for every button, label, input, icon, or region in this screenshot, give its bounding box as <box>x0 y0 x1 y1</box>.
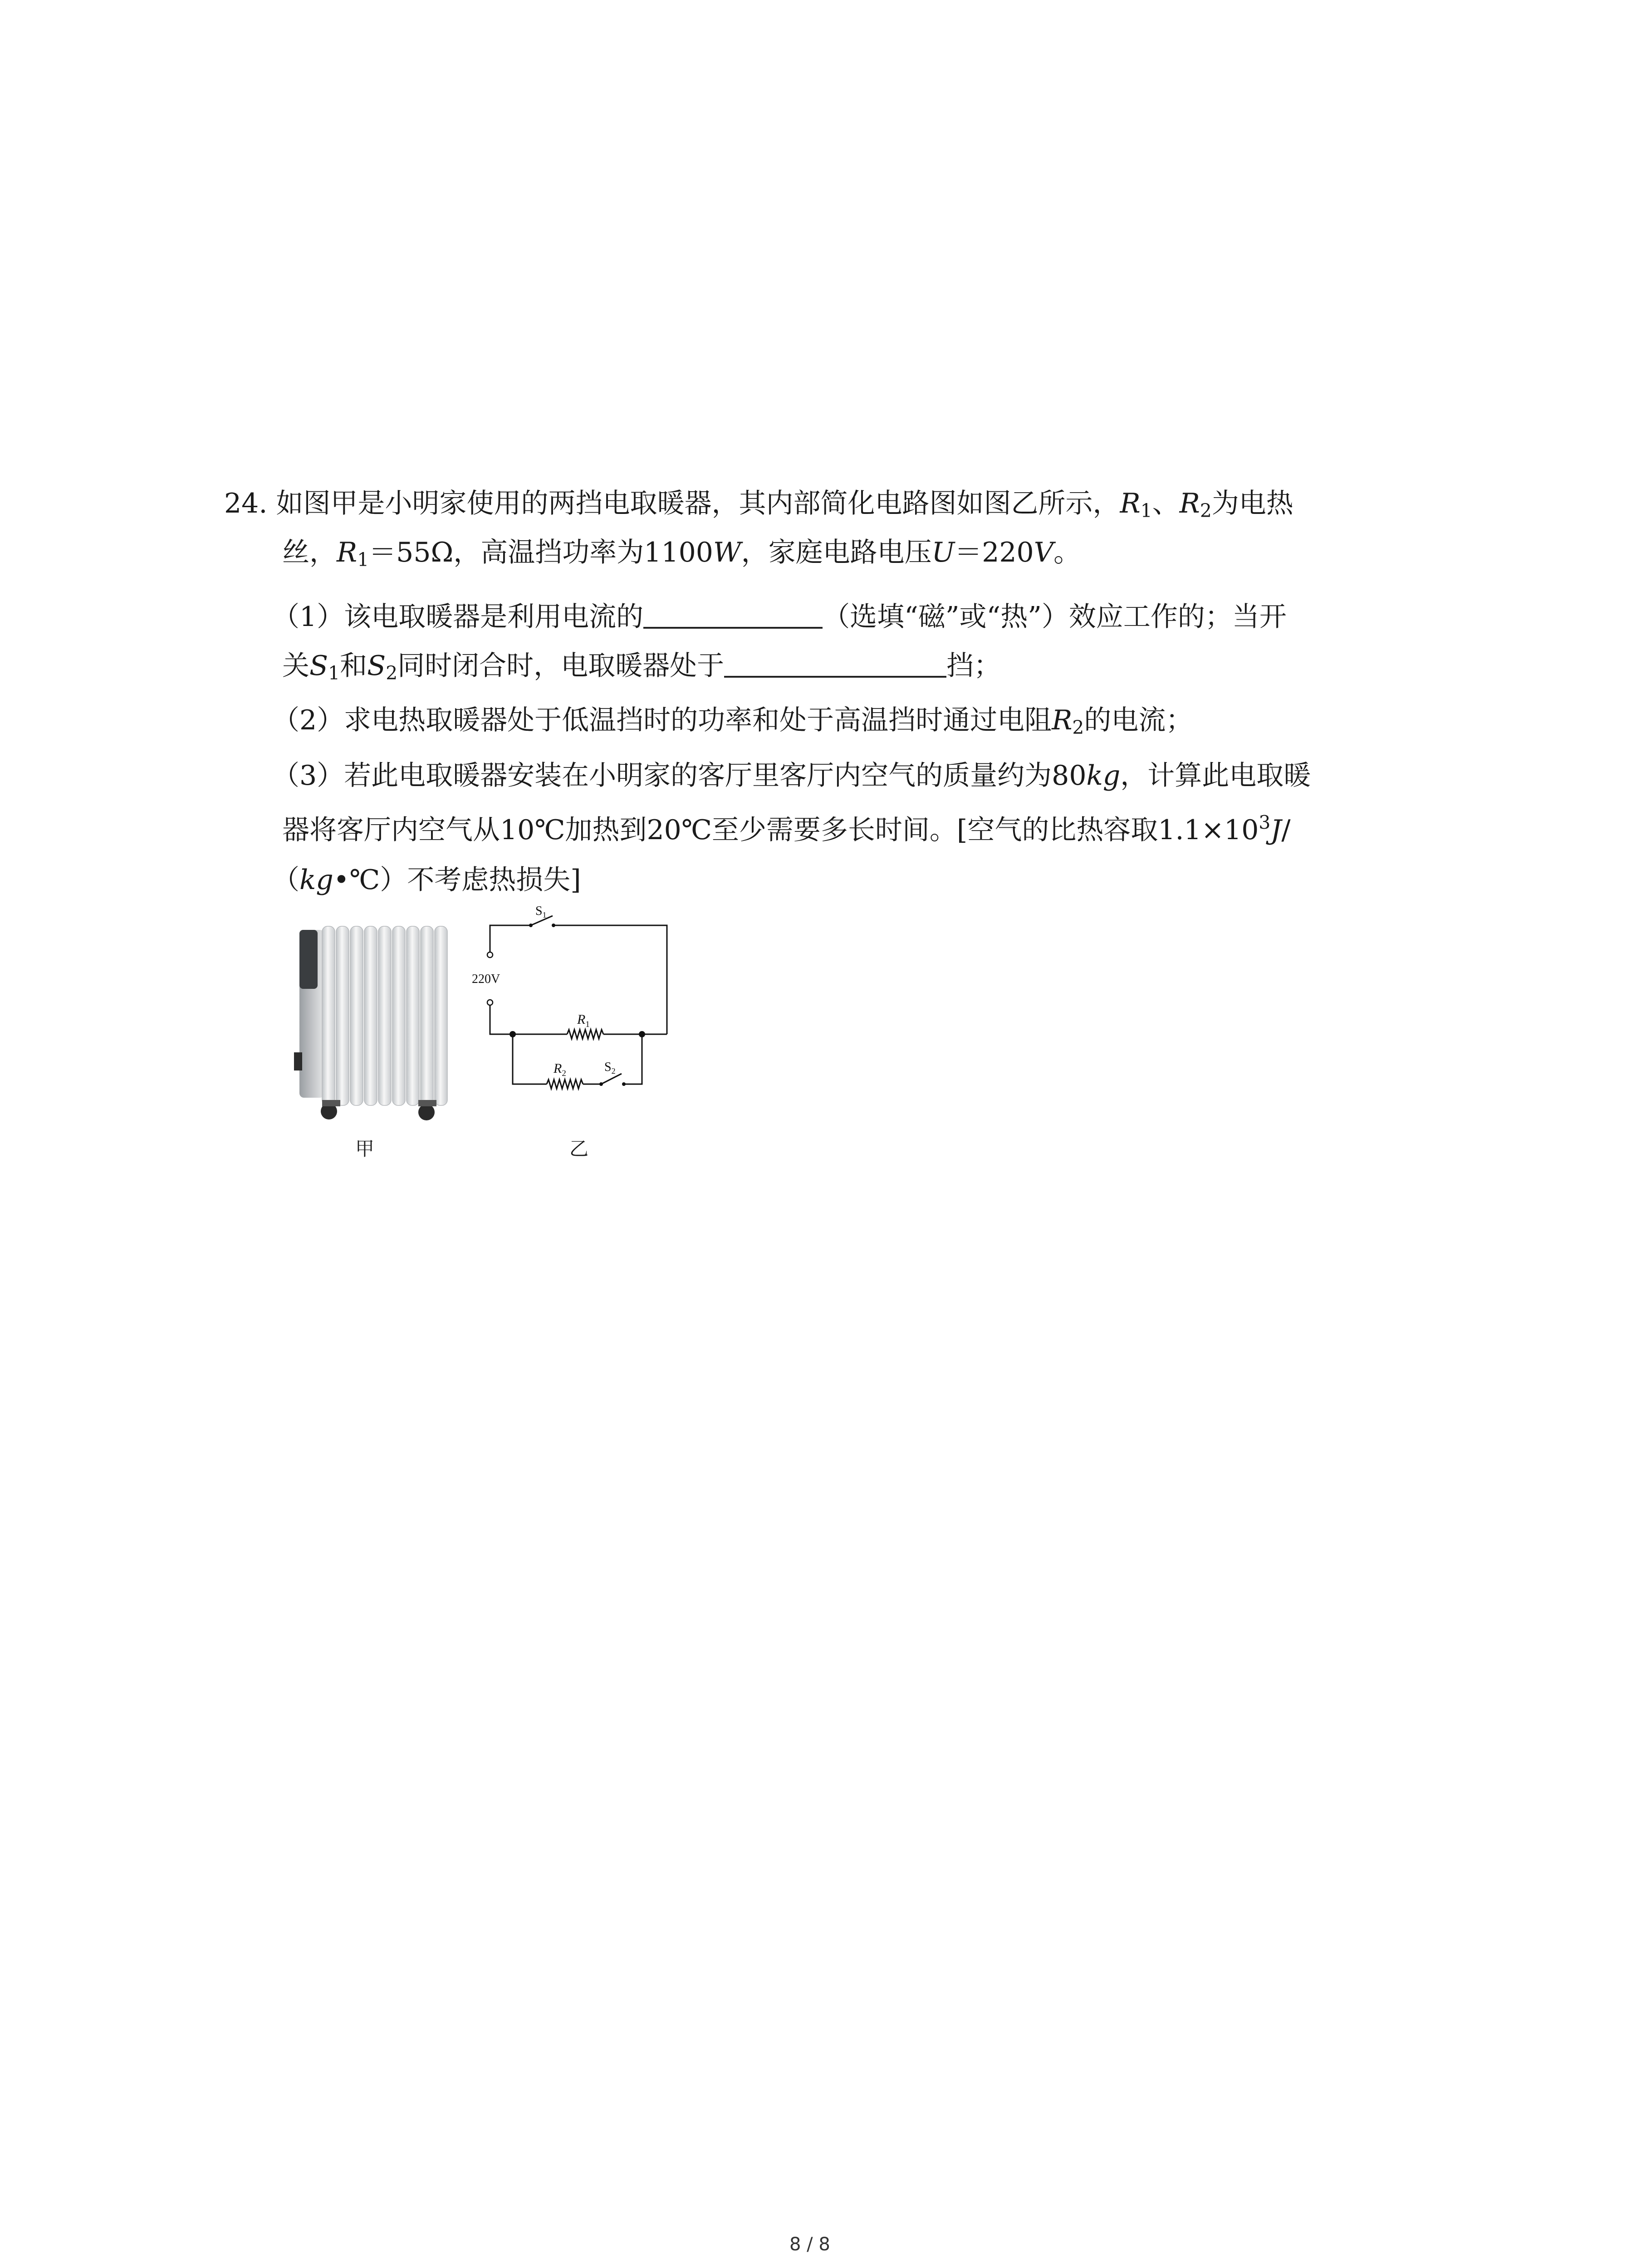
caption-yi: 乙 <box>569 1138 589 1160</box>
part-1-line-1: （1）该电取暖器是利用电流的 （选填“磁”或“热”）效应工作的；当开 <box>272 599 1287 635</box>
part-3-line-2: 器将客厅内空气从10℃加热到20℃至少需要多长时间。[空气的比热容取$1.1\times 10^3J/$ <box>282 811 1291 846</box>
resistor-r2-label: $R_2$ <box>554 1061 566 1078</box>
resistor-r1-coil <box>567 1030 603 1039</box>
question-stem-line-2: 丝，$R_1=55\Omega$，高温挡功率为1100W，家庭电路电压U＝220V。 <box>282 537 1081 571</box>
question-stem-line-1: 24. 如图甲是小明家使用的两挡电取暖器，其内部简化电路图如图乙所示，$R_1$、$R_2$为电热 <box>224 488 1293 522</box>
junction-left <box>509 1031 516 1037</box>
terminal-bottom <box>487 1000 493 1005</box>
junction-right <box>639 1031 645 1037</box>
page-number: 8 / 8 <box>789 2234 830 2255</box>
circuit-diagram <box>472 905 690 1123</box>
answer-blank-1[interactable] <box>643 600 823 629</box>
part-2-line: （2）求电热取暖器处于低温挡时的功率和处于高温挡时通过电阻$R_2$的电流； <box>272 704 1193 739</box>
part-3-line-1: （3）若此电取暖器安装在小明家的客厅里客厅内空气的质量约为80kg，计算此电取暖 <box>272 760 1311 792</box>
heater-image <box>290 916 458 1125</box>
switch-s2-label: $S_2$ <box>604 1060 616 1075</box>
part-1-line-2: 关$S_1$和$S_2$同时闭合时，电取暖器处于 挡； <box>282 648 1001 684</box>
question-number: 24. <box>224 488 268 519</box>
part-3-line-3: （kg•℃）不考虑热损失] <box>272 864 581 896</box>
caption-jia: 甲 <box>355 1138 375 1160</box>
resistor-r2-coil <box>547 1080 583 1089</box>
resistor-r1-label: $R_1$ <box>577 1012 590 1029</box>
terminal-top <box>487 952 493 958</box>
switch-s1-label: $S_1$ <box>535 905 547 919</box>
voltage-label: 220V <box>472 972 500 986</box>
answer-blank-2[interactable] <box>724 649 946 678</box>
